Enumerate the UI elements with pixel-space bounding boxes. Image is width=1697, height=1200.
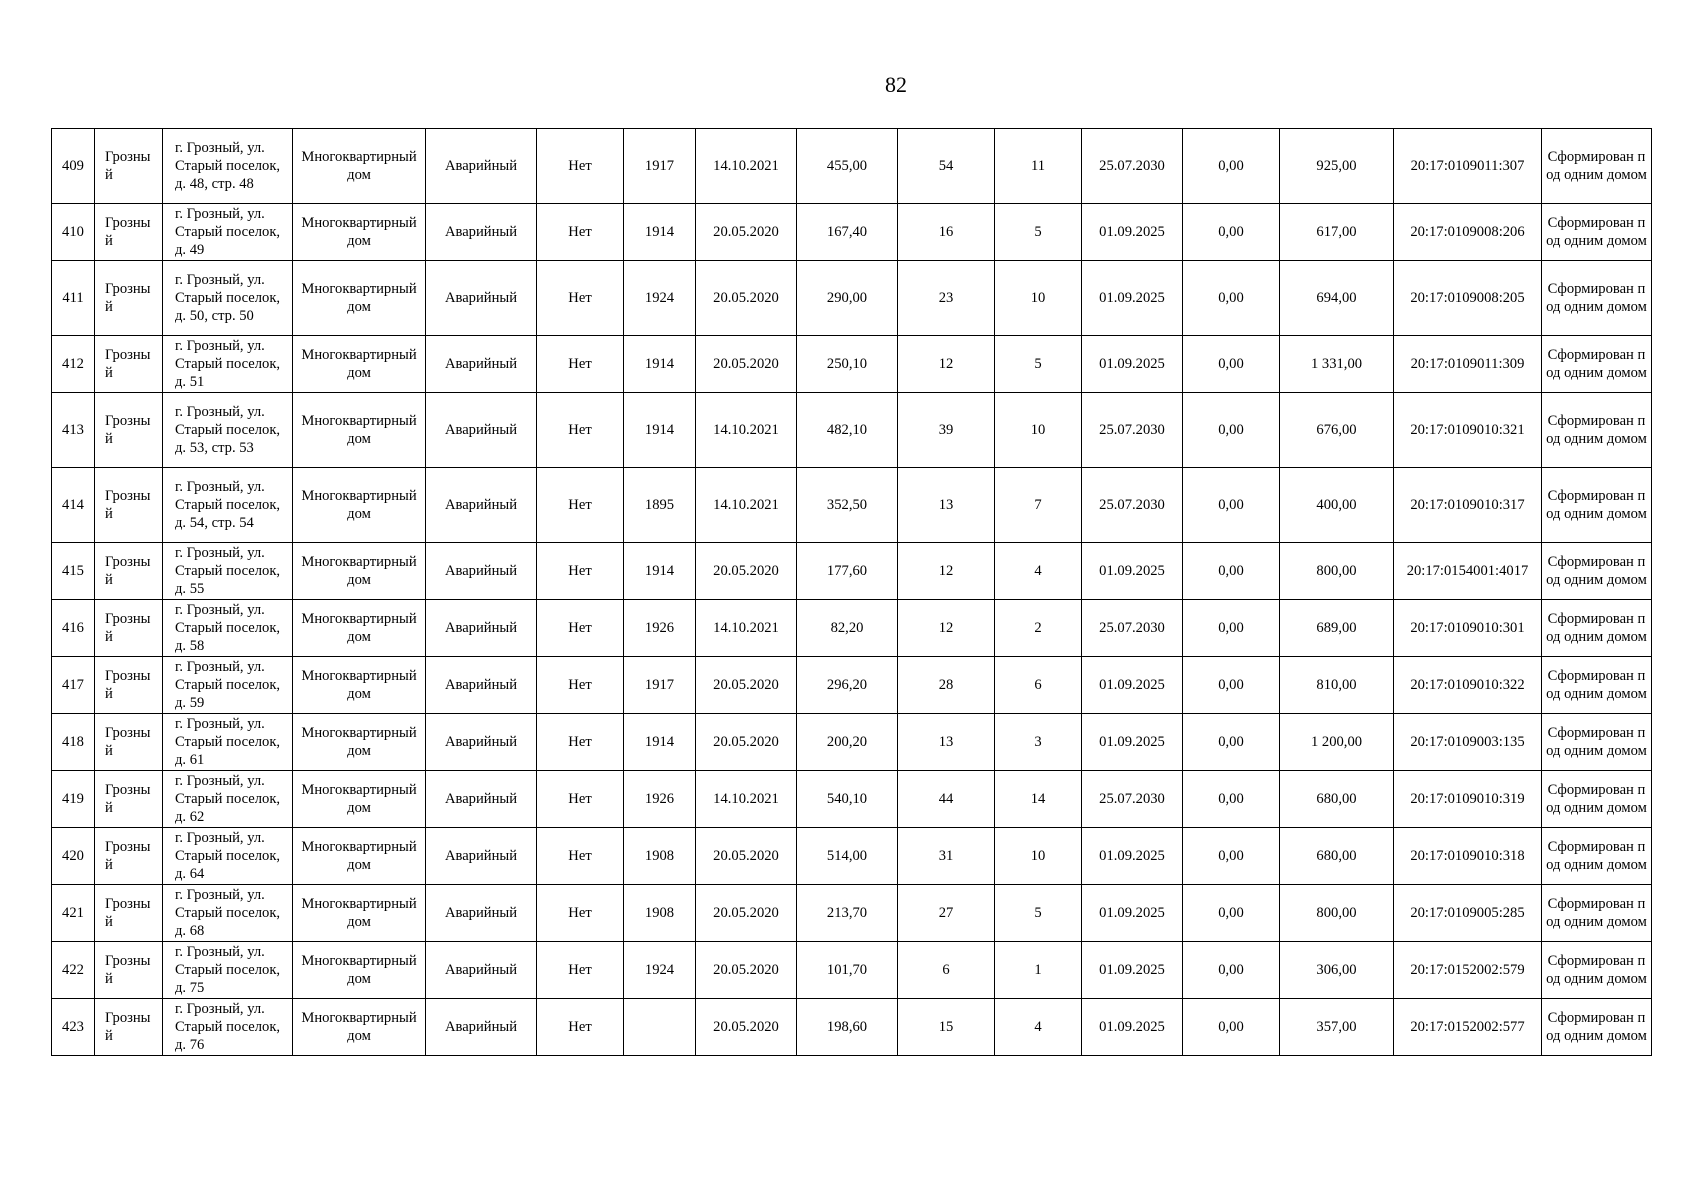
residents-cell: 23	[898, 261, 995, 336]
year-cell	[624, 999, 696, 1056]
area-cell: 213,70	[797, 885, 898, 942]
condition-cell: Аварийный	[426, 543, 537, 600]
cost-cell: 0,00	[1183, 714, 1280, 771]
condition-cell: Аварийный	[426, 393, 537, 468]
recognition-date-cell: 20.05.2020	[696, 714, 797, 771]
residents-cell: 13	[898, 468, 995, 543]
row-number: 412	[52, 336, 95, 393]
address-cell: г. Грозный, ул. Старый поселок, д. 49	[163, 204, 293, 261]
land-area-cell: 680,00	[1280, 828, 1394, 885]
deadline-cell: 25.07.2030	[1082, 129, 1183, 204]
land-area-cell: 357,00	[1280, 999, 1394, 1056]
land-area-cell: 1 331,00	[1280, 336, 1394, 393]
land-area-cell: 676,00	[1280, 393, 1394, 468]
cadastral-number-cell: 20:17:0109008:205	[1394, 261, 1542, 336]
address-cell: г. Грозный, ул. Старый поселок, д. 61	[163, 714, 293, 771]
deadline-cell: 01.09.2025	[1082, 336, 1183, 393]
address-cell: г. Грозный, ул. Старый поселок, д. 68	[163, 885, 293, 942]
cadastral-number-cell: 20:17:0109010:318	[1394, 828, 1542, 885]
address-cell: г. Грозный, ул. Старый поселок, д. 53, стр. 53	[163, 393, 293, 468]
flag-cell: Нет	[537, 543, 624, 600]
city-cell: Грозный	[95, 714, 163, 771]
cadastral-number-cell: 20:17:0109010:319	[1394, 771, 1542, 828]
land-area-cell: 1 200,00	[1280, 714, 1394, 771]
address-cell: г. Грозный, ул. Старый поселок, д. 58	[163, 600, 293, 657]
residents-cell: 28	[898, 657, 995, 714]
cost-cell: 0,00	[1183, 942, 1280, 999]
row-number: 419	[52, 771, 95, 828]
city-cell: Грозный	[95, 999, 163, 1056]
row-number: 422	[52, 942, 95, 999]
apartments-cell: 7	[995, 468, 1082, 543]
land-area-cell: 617,00	[1280, 204, 1394, 261]
deadline-cell: 01.09.2025	[1082, 942, 1183, 999]
building-type-cell: Многоквартирный дом	[293, 336, 426, 393]
land-status-cell: Сформирован под одним домом	[1542, 942, 1652, 999]
row-number: 421	[52, 885, 95, 942]
recognition-date-cell: 20.05.2020	[696, 999, 797, 1056]
address-cell: г. Грозный, ул. Старый поселок, д. 76	[163, 999, 293, 1056]
land-status-cell: Сформирован под одним домом	[1542, 828, 1652, 885]
row-number: 417	[52, 657, 95, 714]
cost-cell: 0,00	[1183, 885, 1280, 942]
residents-cell: 15	[898, 999, 995, 1056]
recognition-date-cell: 14.10.2021	[696, 600, 797, 657]
land-status-cell: Сформирован под одним домом	[1542, 129, 1652, 204]
housing-registry-table	[51, 128, 1652, 1056]
building-type-cell: Многоквартирный дом	[293, 204, 426, 261]
cost-cell: 0,00	[1183, 204, 1280, 261]
area-cell: 101,70	[797, 942, 898, 999]
address-cell: г. Грозный, ул. Старый поселок, д. 59	[163, 657, 293, 714]
city-cell: Грозный	[95, 828, 163, 885]
year-cell: 1917	[624, 129, 696, 204]
building-type-cell: Многоквартирный дом	[293, 771, 426, 828]
flag-cell: Нет	[537, 261, 624, 336]
year-cell: 1914	[624, 543, 696, 600]
year-cell: 1914	[624, 714, 696, 771]
table-row	[52, 468, 1652, 543]
row-number: 423	[52, 999, 95, 1056]
city-cell: Грозный	[95, 468, 163, 543]
year-cell: 1926	[624, 600, 696, 657]
cadastral-number-cell: 20:17:0109011:307	[1394, 129, 1542, 204]
area-cell: 198,60	[797, 999, 898, 1056]
condition-cell: Аварийный	[426, 885, 537, 942]
condition-cell: Аварийный	[426, 999, 537, 1056]
deadline-cell: 01.09.2025	[1082, 885, 1183, 942]
table-row	[52, 714, 1652, 771]
flag-cell: Нет	[537, 942, 624, 999]
condition-cell: Аварийный	[426, 942, 537, 999]
recognition-date-cell: 20.05.2020	[696, 204, 797, 261]
residents-cell: 16	[898, 204, 995, 261]
table-row	[52, 393, 1652, 468]
row-number: 416	[52, 600, 95, 657]
row-number: 418	[52, 714, 95, 771]
apartments-cell: 6	[995, 657, 1082, 714]
residents-cell: 12	[898, 336, 995, 393]
apartments-cell: 1	[995, 942, 1082, 999]
deadline-cell: 01.09.2025	[1082, 543, 1183, 600]
residents-cell: 54	[898, 129, 995, 204]
flag-cell: Нет	[537, 129, 624, 204]
cost-cell: 0,00	[1183, 261, 1280, 336]
address-cell: г. Грозный, ул. Старый поселок, д. 54, стр. 54	[163, 468, 293, 543]
area-cell: 167,40	[797, 204, 898, 261]
residents-cell: 12	[898, 543, 995, 600]
land-area-cell: 400,00	[1280, 468, 1394, 543]
deadline-cell: 01.09.2025	[1082, 714, 1183, 771]
land-status-cell: Сформирован под одним домом	[1542, 468, 1652, 543]
recognition-date-cell: 20.05.2020	[696, 336, 797, 393]
apartments-cell: 10	[995, 261, 1082, 336]
condition-cell: Аварийный	[426, 714, 537, 771]
table-body	[52, 129, 1652, 1056]
condition-cell: Аварийный	[426, 771, 537, 828]
cost-cell: 0,00	[1183, 999, 1280, 1056]
year-cell: 1914	[624, 336, 696, 393]
recognition-date-cell: 20.05.2020	[696, 543, 797, 600]
deadline-cell: 01.09.2025	[1082, 657, 1183, 714]
year-cell: 1924	[624, 261, 696, 336]
row-number: 415	[52, 543, 95, 600]
recognition-date-cell: 14.10.2021	[696, 771, 797, 828]
land-status-cell: Сформирован под одним домом	[1542, 336, 1652, 393]
condition-cell: Аварийный	[426, 600, 537, 657]
flag-cell: Нет	[537, 999, 624, 1056]
residents-cell: 6	[898, 942, 995, 999]
city-cell: Грозный	[95, 336, 163, 393]
building-type-cell: Многоквартирный дом	[293, 828, 426, 885]
apartments-cell: 5	[995, 885, 1082, 942]
apartments-cell: 10	[995, 393, 1082, 468]
city-cell: Грозный	[95, 942, 163, 999]
apartments-cell: 11	[995, 129, 1082, 204]
deadline-cell: 25.07.2030	[1082, 468, 1183, 543]
cadastral-number-cell: 20:17:0154001:4017	[1394, 543, 1542, 600]
building-type-cell: Многоквартирный дом	[293, 714, 426, 771]
deadline-cell: 25.07.2030	[1082, 393, 1183, 468]
page-number: 82	[885, 72, 907, 97]
land-status-cell: Сформирован под одним домом	[1542, 885, 1652, 942]
deadline-cell: 01.09.2025	[1082, 261, 1183, 336]
table-row	[52, 942, 1652, 999]
flag-cell: Нет	[537, 714, 624, 771]
land-area-cell: 800,00	[1280, 543, 1394, 600]
condition-cell: Аварийный	[426, 129, 537, 204]
cadastral-number-cell: 20:17:0109005:285	[1394, 885, 1542, 942]
recognition-date-cell: 14.10.2021	[696, 393, 797, 468]
table-row	[52, 261, 1652, 336]
area-cell: 540,10	[797, 771, 898, 828]
apartments-cell: 4	[995, 999, 1082, 1056]
land-area-cell: 800,00	[1280, 885, 1394, 942]
building-type-cell: Многоквартирный дом	[293, 657, 426, 714]
residents-cell: 13	[898, 714, 995, 771]
land-status-cell: Сформирован под одним домом	[1542, 261, 1652, 336]
apartments-cell: 5	[995, 204, 1082, 261]
city-cell: Грозный	[95, 543, 163, 600]
cadastral-number-cell: 20:17:0152002:577	[1394, 999, 1542, 1056]
apartments-cell: 4	[995, 543, 1082, 600]
recognition-date-cell: 14.10.2021	[696, 468, 797, 543]
year-cell: 1895	[624, 468, 696, 543]
city-cell: Грозный	[95, 600, 163, 657]
address-cell: г. Грозный, ул. Старый поселок, д. 50, стр. 50	[163, 261, 293, 336]
land-status-cell: Сформирован под одним домом	[1542, 543, 1652, 600]
row-number: 410	[52, 204, 95, 261]
area-cell: 352,50	[797, 468, 898, 543]
recognition-date-cell: 14.10.2021	[696, 129, 797, 204]
building-type-cell: Многоквартирный дом	[293, 129, 426, 204]
deadline-cell: 25.07.2030	[1082, 771, 1183, 828]
area-cell: 455,00	[797, 129, 898, 204]
building-type-cell: Многоквартирный дом	[293, 543, 426, 600]
residents-cell: 44	[898, 771, 995, 828]
apartments-cell: 5	[995, 336, 1082, 393]
year-cell: 1914	[624, 393, 696, 468]
address-cell: г. Грозный, ул. Старый поселок, д. 64	[163, 828, 293, 885]
flag-cell: Нет	[537, 657, 624, 714]
apartments-cell: 14	[995, 771, 1082, 828]
recognition-date-cell: 20.05.2020	[696, 828, 797, 885]
apartments-cell: 10	[995, 828, 1082, 885]
area-cell: 514,00	[797, 828, 898, 885]
deadline-cell: 01.09.2025	[1082, 999, 1183, 1056]
flag-cell: Нет	[537, 885, 624, 942]
building-type-cell: Многоквартирный дом	[293, 942, 426, 999]
cost-cell: 0,00	[1183, 771, 1280, 828]
flag-cell: Нет	[537, 336, 624, 393]
cost-cell: 0,00	[1183, 600, 1280, 657]
table-row	[52, 129, 1652, 204]
flag-cell: Нет	[537, 468, 624, 543]
recognition-date-cell: 20.05.2020	[696, 885, 797, 942]
cost-cell: 0,00	[1183, 657, 1280, 714]
year-cell: 1914	[624, 204, 696, 261]
deadline-cell: 01.09.2025	[1082, 828, 1183, 885]
cadastral-number-cell: 20:17:0152002:579	[1394, 942, 1542, 999]
condition-cell: Аварийный	[426, 204, 537, 261]
recognition-date-cell: 20.05.2020	[696, 261, 797, 336]
recognition-date-cell: 20.05.2020	[696, 657, 797, 714]
row-number: 413	[52, 393, 95, 468]
condition-cell: Аварийный	[426, 336, 537, 393]
land-status-cell: Сформирован под одним домом	[1542, 999, 1652, 1056]
cost-cell: 0,00	[1183, 543, 1280, 600]
apartments-cell: 2	[995, 600, 1082, 657]
row-number: 409	[52, 129, 95, 204]
cadastral-number-cell: 20:17:0109010:322	[1394, 657, 1542, 714]
cost-cell: 0,00	[1183, 828, 1280, 885]
year-cell: 1924	[624, 942, 696, 999]
row-number: 411	[52, 261, 95, 336]
table-row	[52, 657, 1652, 714]
flag-cell: Нет	[537, 204, 624, 261]
land-area-cell: 689,00	[1280, 600, 1394, 657]
land-status-cell: Сформирован под одним домом	[1542, 771, 1652, 828]
building-type-cell: Многоквартирный дом	[293, 468, 426, 543]
cadastral-number-cell: 20:17:0109011:309	[1394, 336, 1542, 393]
cost-cell: 0,00	[1183, 336, 1280, 393]
cadastral-number-cell: 20:17:0109008:206	[1394, 204, 1542, 261]
residents-cell: 31	[898, 828, 995, 885]
table-row	[52, 771, 1652, 828]
cost-cell: 0,00	[1183, 468, 1280, 543]
address-cell: г. Грозный, ул. Старый поселок, д. 55	[163, 543, 293, 600]
address-cell: г. Грозный, ул. Старый поселок, д. 51	[163, 336, 293, 393]
address-cell: г. Грозный, ул. Старый поселок, д. 62	[163, 771, 293, 828]
row-number: 414	[52, 468, 95, 543]
table-row	[52, 336, 1652, 393]
condition-cell: Аварийный	[426, 657, 537, 714]
cadastral-number-cell: 20:17:0109003:135	[1394, 714, 1542, 771]
condition-cell: Аварийный	[426, 261, 537, 336]
year-cell: 1908	[624, 828, 696, 885]
city-cell: Грозный	[95, 885, 163, 942]
flag-cell: Нет	[537, 771, 624, 828]
cadastral-number-cell: 20:17:0109010:321	[1394, 393, 1542, 468]
area-cell: 290,00	[797, 261, 898, 336]
land-status-cell: Сформирован под одним домом	[1542, 204, 1652, 261]
condition-cell: Аварийный	[426, 828, 537, 885]
city-cell: Грозный	[95, 393, 163, 468]
cadastral-number-cell: 20:17:0109010:301	[1394, 600, 1542, 657]
land-area-cell: 680,00	[1280, 771, 1394, 828]
year-cell: 1917	[624, 657, 696, 714]
cadastral-number-cell: 20:17:0109010:317	[1394, 468, 1542, 543]
table-row	[52, 204, 1652, 261]
land-area-cell: 925,00	[1280, 129, 1394, 204]
building-type-cell: Многоквартирный дом	[293, 600, 426, 657]
table-row	[52, 543, 1652, 600]
city-cell: Грозный	[95, 261, 163, 336]
apartments-cell: 3	[995, 714, 1082, 771]
deadline-cell: 01.09.2025	[1082, 204, 1183, 261]
building-type-cell: Многоквартирный дом	[293, 261, 426, 336]
land-area-cell: 306,00	[1280, 942, 1394, 999]
city-cell: Грозный	[95, 129, 163, 204]
area-cell: 177,60	[797, 543, 898, 600]
deadline-cell: 25.07.2030	[1082, 600, 1183, 657]
flag-cell: Нет	[537, 828, 624, 885]
address-cell: г. Грозный, ул. Старый поселок, д. 75	[163, 942, 293, 999]
city-cell: Грозный	[95, 771, 163, 828]
land-status-cell: Сформирован под одним домом	[1542, 600, 1652, 657]
building-type-cell: Многоквартирный дом	[293, 885, 426, 942]
building-type-cell: Многоквартирный дом	[293, 393, 426, 468]
flag-cell: Нет	[537, 393, 624, 468]
area-cell: 82,20	[797, 600, 898, 657]
land-area-cell: 694,00	[1280, 261, 1394, 336]
row-number: 420	[52, 828, 95, 885]
land-area-cell: 810,00	[1280, 657, 1394, 714]
year-cell: 1908	[624, 885, 696, 942]
building-type-cell: Многоквартирный дом	[293, 999, 426, 1056]
city-cell: Грозный	[95, 657, 163, 714]
area-cell: 200,20	[797, 714, 898, 771]
land-status-cell: Сформирован под одним домом	[1542, 393, 1652, 468]
table-row	[52, 600, 1652, 657]
address-cell: г. Грозный, ул. Старый поселок, д. 48, стр. 48	[163, 129, 293, 204]
year-cell: 1926	[624, 771, 696, 828]
residents-cell: 27	[898, 885, 995, 942]
area-cell: 296,20	[797, 657, 898, 714]
table-row	[52, 999, 1652, 1056]
cost-cell: 0,00	[1183, 129, 1280, 204]
table-row	[52, 885, 1652, 942]
area-cell: 482,10	[797, 393, 898, 468]
land-status-cell: Сформирован под одним домом	[1542, 714, 1652, 771]
area-cell: 250,10	[797, 336, 898, 393]
condition-cell: Аварийный	[426, 468, 537, 543]
recognition-date-cell: 20.05.2020	[696, 942, 797, 999]
land-status-cell: Сформирован под одним домом	[1542, 657, 1652, 714]
residents-cell: 39	[898, 393, 995, 468]
city-cell: Грозный	[95, 204, 163, 261]
flag-cell: Нет	[537, 600, 624, 657]
cost-cell: 0,00	[1183, 393, 1280, 468]
table-row	[52, 828, 1652, 885]
residents-cell: 12	[898, 600, 995, 657]
